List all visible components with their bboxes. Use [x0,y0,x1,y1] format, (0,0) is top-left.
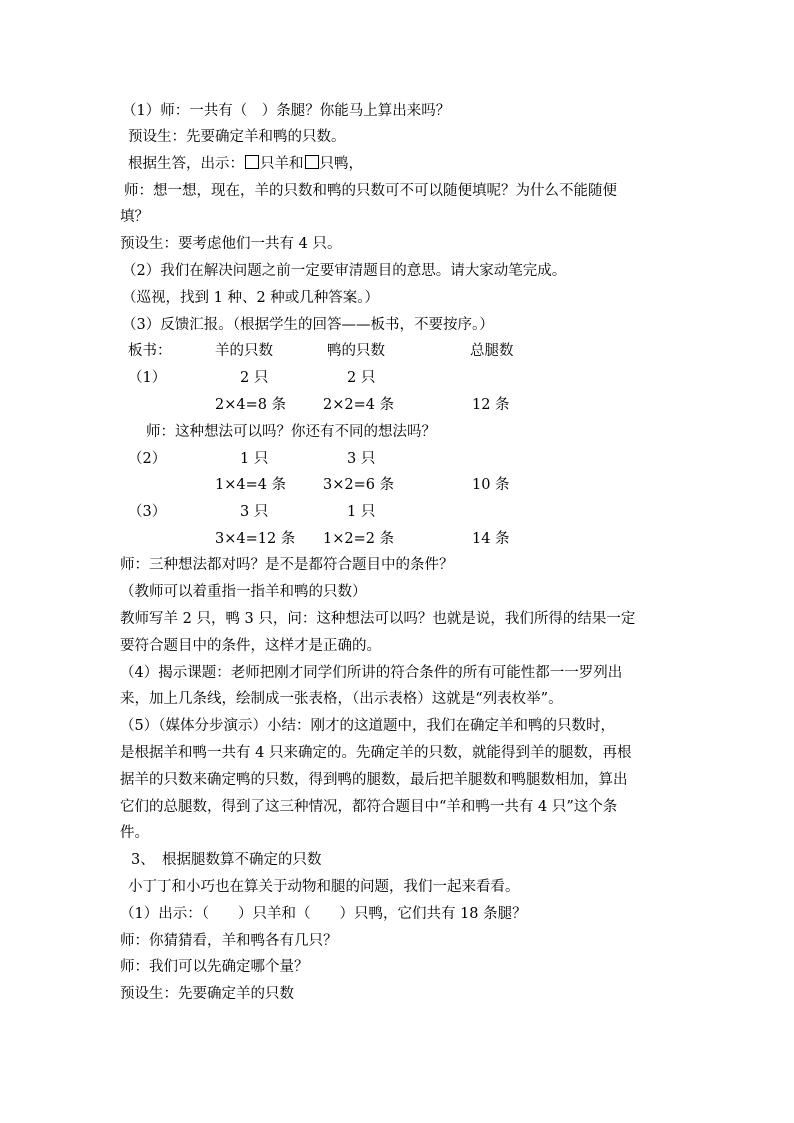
board-cell: 2 只 [240,370,269,386]
board-label: 板书： [128,343,172,359]
board-cell: 3×2=6 条 [323,477,395,493]
text-line: 它们的总腿数，得到了这三种情况，都符合题目中“羊和鸭一共有 4 只”这个条 [120,799,618,815]
text-line: （4）揭示课题：老师把刚才同学们所讲的符合条件的所有可能性都一一罗列出 [120,665,623,681]
board-header-duck: 鸭的只数 [327,343,385,359]
board-row-num: （3） [128,504,167,520]
text-line: 师：我们可以先确定哪个量？ [120,959,309,975]
board-header-sheep: 羊的只数 [215,343,273,359]
text-segment: 只羊和 [260,156,304,172]
text-line: 教师写羊 2 只，鸭 3 只，问：这种想法可以吗？也就是说，我们所得的结果一定 [120,611,636,627]
board-cell: 1 只 [347,504,376,520]
text-line: 填？ [120,209,149,225]
board-row-num: （1） [128,370,167,386]
board-cell: 2 只 [347,370,376,386]
board-cell: 1 只 [240,451,269,467]
text-line [128,154,363,174]
text-segment: 只鸭， [319,156,363,172]
text-line: （2）我们在解决问题之前一定要审清题目的意思。请大家动笔完成。 [122,263,567,279]
text-line: 小丁丁和小巧也在算关于动物和腿的问题，我们一起来看看。 [128,879,520,895]
board-cell: 10 条 [472,477,510,493]
board-cell: 14 条 [472,531,510,547]
board-cell: 2×2=4 条 [323,397,395,413]
text-line: 预设生：先要确定羊的只数 [120,986,294,1002]
text-line: （3）反馈汇报。（根据学生的回答——板书，不要按序。） [122,317,494,333]
blank-box-icon [305,155,319,169]
text-line: 师：想一想，现在，羊的只数和鸭的只数可不可以随便填呢？为什么不能随便 [124,183,617,199]
text-line: 是根据羊和鸭一共有 4 只来确定的。先确定羊的只数，就能得到羊的腿数，再根 [120,745,632,761]
text-line: （1）出示：（ ）只羊和（ ）只鸭，它们共有 18 条腿？ [120,906,527,922]
section-heading: 3、 根据腿数算不确定的只数 [131,852,322,868]
text-line: 师：这种想法可以吗？你还有不同的想法吗？ [146,424,436,440]
board-header-total: 总腿数 [470,343,514,359]
text-line: 来，加上几条线，绘制成一张表格，（出示表格）这就是“列表枚举”。 [120,691,563,707]
board-cell: 2×4=8 条 [215,397,287,413]
text-line: （教师可以着重指一指羊和鸭的只数） [120,584,367,600]
text-line: 师：你猜猜看，羊和鸭各有几只？ [120,933,338,949]
text-line: 预设生：要考虑他们一共有 4 只。 [120,236,342,252]
blank-box-icon [245,155,259,169]
text-line: 件。 [120,825,149,841]
board-cell: 3 只 [347,451,376,467]
text-line: 要符合题目中的条件，这样才是正确的。 [120,638,381,654]
board-row-num: （2） [128,451,167,467]
board-cell: 12 条 [472,397,510,413]
board-cell: 3×4=12 条 [215,531,296,547]
text-line: （巡视，找到 1 种、2 种或几种答案。） [122,290,380,306]
text-line: 师：三种想法都对吗？是不是都符合题目中的条件？ [120,557,454,573]
text-line: 预设生：先要确定羊和鸭的只数。 [128,129,346,145]
board-cell: 3 只 [240,504,269,520]
board-cell: 1×2=2 条 [323,531,395,547]
text-line: 据羊的只数来确定鸭的只数，得到鸭的腿数，最后把羊腿数和鸭腿数相加，算出 [120,772,628,788]
text-line: （5）（媒体分步演示）小结：刚才的这道题中，我们在确定羊和鸭的只数时， [120,718,615,734]
text-segment: 根据生答，出示： [128,156,244,172]
board-cell: 1×4=4 条 [215,477,287,493]
text-line: （1）师：一共有（ ）条腿？你能马上算出来吗？ [122,103,451,119]
